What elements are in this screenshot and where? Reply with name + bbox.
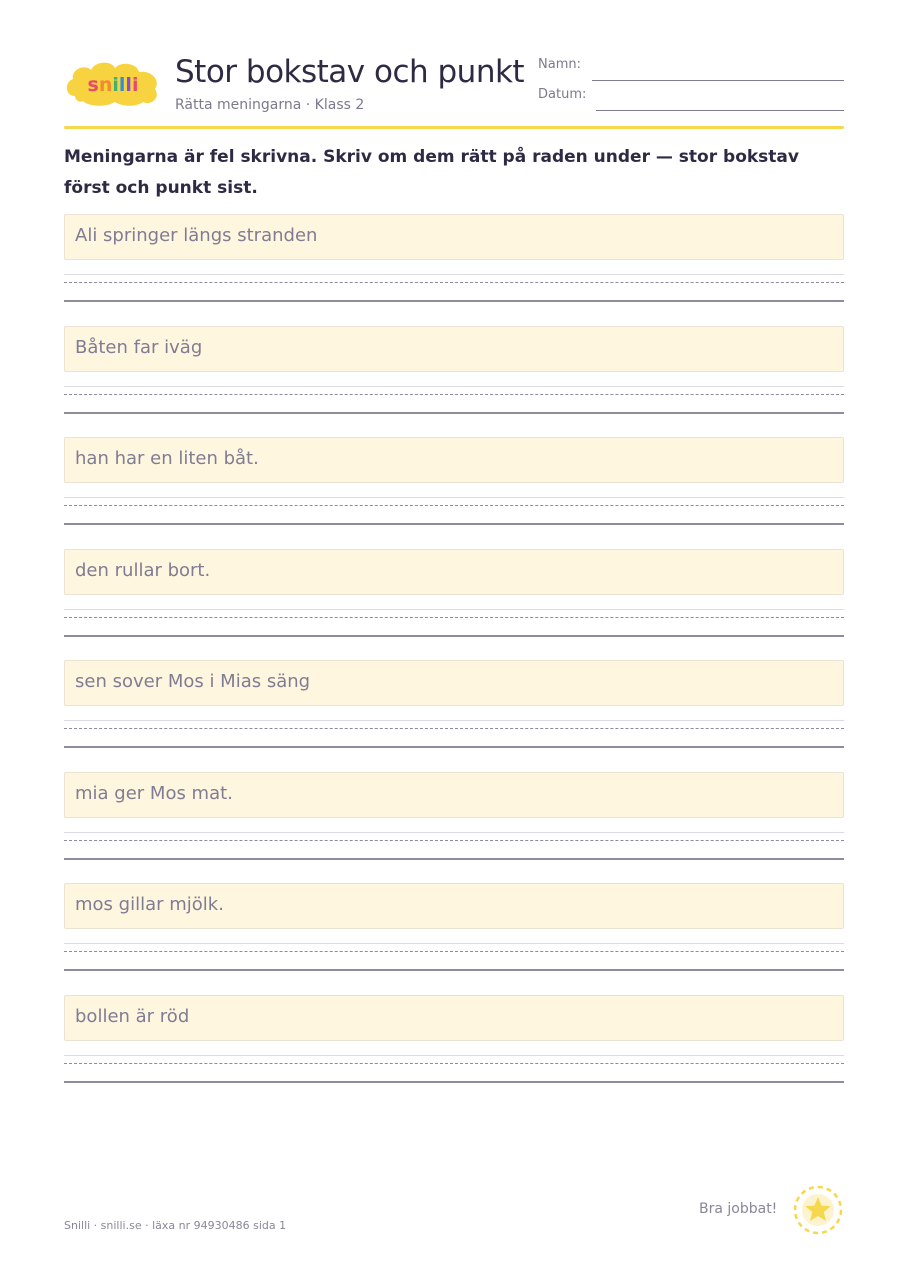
svg-text:snilli: snilli [87, 74, 139, 96]
date-line [596, 110, 844, 111]
star-badge-icon [792, 1184, 844, 1236]
exercise-item [64, 772, 844, 862]
sentence-text: mos gillar mjölk. [75, 894, 224, 915]
footer-info: Snilli · snilli.se · läxa nr 94930486 sida 1 [64, 1219, 287, 1232]
exercise-item [64, 883, 844, 973]
name-field[interactable] [538, 57, 844, 81]
exercise-item [64, 660, 844, 750]
writing-line-top[interactable] [64, 720, 844, 721]
writing-line-mid [64, 394, 844, 395]
writing-line-base [64, 1081, 844, 1083]
sentence-text: bollen är röd [75, 1006, 190, 1027]
exercise-item [64, 214, 844, 304]
writing-line-top[interactable] [64, 386, 844, 387]
page-title: Stor bokstav och punkt [175, 54, 525, 90]
sentence-box [64, 214, 844, 260]
date-label: Datum: [538, 87, 587, 102]
writing-line-top[interactable] [64, 609, 844, 610]
snilli-logo [63, 58, 163, 108]
name-line [592, 80, 844, 81]
writing-line-mid [64, 840, 844, 841]
sentence-box [64, 883, 844, 929]
header-divider [64, 126, 844, 129]
writing-line-mid [64, 505, 844, 506]
sentence-text: han har en liten båt. [75, 448, 259, 469]
sentence-text: den rullar bort. [75, 560, 211, 581]
writing-line-base [64, 858, 844, 860]
exercise-item [64, 437, 844, 527]
sentence-box [64, 772, 844, 818]
writing-line-base [64, 412, 844, 414]
sentence-box [64, 660, 844, 706]
sentence-box [64, 437, 844, 483]
exercise-item [64, 549, 844, 639]
writing-line-mid [64, 728, 844, 729]
sentence-text: mia ger Mos mat. [75, 783, 233, 804]
writing-line-mid [64, 951, 844, 952]
writing-line-base [64, 635, 844, 637]
writing-line-top[interactable] [64, 943, 844, 944]
sentence-box [64, 995, 844, 1041]
page-subtitle: Rätta meningarna · Klass 2 [175, 97, 365, 113]
sentence-box [64, 549, 844, 595]
writing-line-base [64, 746, 844, 748]
writing-line-top[interactable] [64, 497, 844, 498]
writing-line-base [64, 523, 844, 525]
exercise-item [64, 995, 844, 1085]
writing-line-top[interactable] [64, 1055, 844, 1056]
writing-line-top[interactable] [64, 274, 844, 275]
instructions: Meningarna är fel skrivna. Skriv om dem rätt på raden under — stor bokstav först och punkt sist. [64, 147, 799, 198]
writing-line-mid [64, 1063, 844, 1064]
praise-text: Bra jobbat! [699, 1201, 778, 1217]
sentence-text: Ali springer längs stranden [75, 225, 318, 246]
writing-line-base [64, 300, 844, 302]
sentence-text: Båten far iväg [75, 337, 203, 358]
sentence-text: sen sover Mos i Mias säng [75, 671, 311, 692]
writing-line-top[interactable] [64, 832, 844, 833]
sentence-box [64, 326, 844, 372]
writing-line-base [64, 969, 844, 971]
writing-line-mid [64, 617, 844, 618]
date-field[interactable] [538, 87, 844, 111]
exercise-item [64, 326, 844, 416]
writing-line-mid [64, 282, 844, 283]
name-label: Namn: [538, 57, 581, 72]
